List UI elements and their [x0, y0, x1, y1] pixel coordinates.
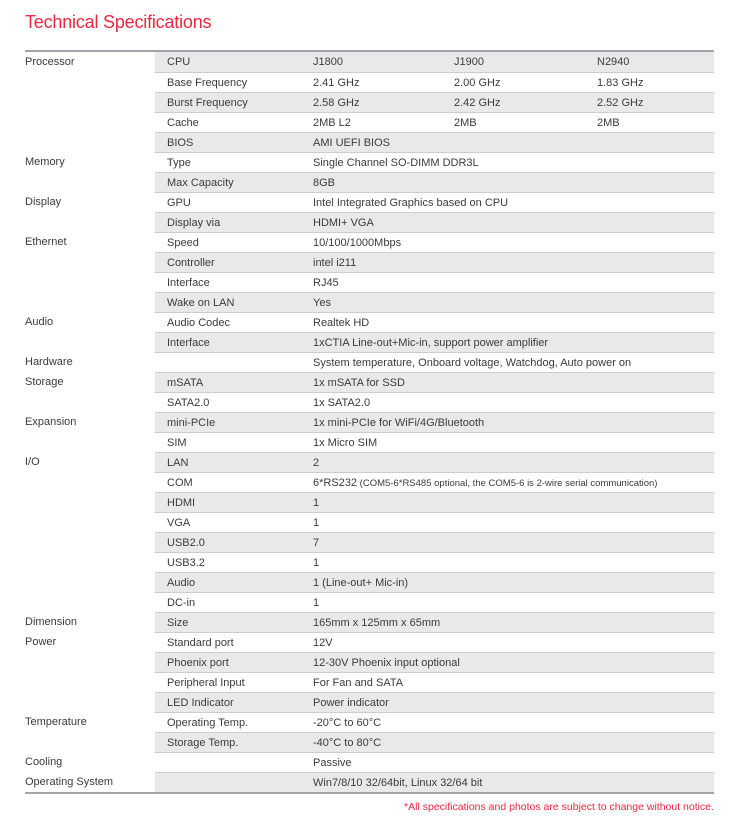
category-cell: Cooling: [25, 752, 155, 772]
spec-value-cell: J1900: [454, 56, 484, 68]
spec-value-cell: -40°C to 80°C: [313, 737, 382, 749]
spec-row: [25, 452, 714, 472]
spec-row-body: [155, 392, 714, 412]
category-cell: [25, 672, 155, 692]
spec-row-body: [155, 432, 714, 452]
spec-row: [25, 712, 714, 732]
spec-value-cell: intel i211: [313, 257, 357, 269]
spec-row-body: [155, 612, 714, 632]
spec-value-cell: RJ45: [313, 277, 339, 289]
category-cell: Audio: [25, 312, 155, 332]
spec-row: [25, 112, 714, 132]
spec-label-cell: VGA: [167, 517, 191, 529]
spec-label-cell: BIOS: [167, 137, 194, 149]
spec-row: [25, 772, 714, 792]
spec-row: [25, 92, 714, 112]
category-cell: [25, 432, 155, 452]
spec-value-cell: Single Channel SO-DIMM DDR3L: [313, 157, 479, 169]
spec-value-cell: 2.42 GHz: [454, 97, 501, 109]
spec-label-cell: CPU: [167, 56, 191, 68]
category-cell: [25, 592, 155, 612]
spec-row-body: [155, 312, 714, 332]
spec-label-cell: SATA2.0: [167, 397, 210, 409]
spec-row-body: [155, 572, 714, 592]
spec-label-cell: SIM: [167, 437, 187, 449]
spec-row-body: [155, 372, 714, 392]
category-cell: Hardware: [25, 352, 155, 372]
spec-value-cell: 2MB: [454, 117, 477, 129]
spec-row-body: [155, 672, 714, 692]
spec-label-cell: Size: [167, 617, 189, 629]
spec-label-cell: HDMI: [167, 497, 196, 509]
spec-row: [25, 192, 714, 212]
spec-row: [25, 212, 714, 232]
spec-row: [25, 612, 714, 632]
category-cell: Temperature: [25, 712, 155, 732]
spec-value-cell: Win7/8/10 32/64bit, Linux 32/64 bit: [313, 777, 483, 789]
category-cell: [25, 92, 155, 112]
category-cell: [25, 472, 155, 492]
category-cell: Storage: [25, 372, 155, 392]
spec-row: [25, 72, 714, 92]
footnote: *All specifications and photos are subject to change without notice.: [404, 801, 714, 813]
spec-row-body: [155, 772, 714, 792]
spec-value-cell: J1800: [313, 56, 343, 68]
spec-row: [25, 472, 714, 492]
spec-label-cell: Display via: [167, 217, 221, 229]
spec-value-cell: -20°C to 60°C: [313, 717, 382, 729]
category-cell: [25, 572, 155, 592]
spec-label-cell: Interface: [167, 277, 210, 289]
spec-row: [25, 572, 714, 592]
category-cell: [25, 112, 155, 132]
category-cell: Ethernet: [25, 232, 155, 252]
spec-row-body: [155, 752, 714, 772]
category-cell: Operating System: [25, 772, 155, 792]
page-title: Technical Specifications: [25, 12, 212, 32]
spec-row-body: [155, 592, 714, 612]
spec-row: [25, 52, 714, 72]
spec-value-cell: System temperature, Onboard voltage, Watchdog, Auto power on: [313, 357, 632, 369]
category-cell: [25, 692, 155, 712]
spec-row: [25, 172, 714, 192]
category-cell: [25, 172, 155, 192]
spec-label-cell: Interface: [167, 337, 210, 349]
spec-row-body: [155, 632, 714, 652]
spec-value-note: (COM5-6*RS485 optional, the COM5-6 is 2-wire serial communication): [357, 478, 658, 489]
spec-row: [25, 292, 714, 312]
spec-label-cell: GPU: [167, 197, 191, 209]
spec-row-body: [155, 412, 714, 432]
spec-row: [25, 732, 714, 752]
spec-value-cell: N2940: [597, 56, 630, 68]
spec-value-cell: 7: [313, 537, 320, 549]
spec-label-cell: Storage Temp.: [167, 737, 239, 749]
spec-row-body: [155, 732, 714, 752]
spec-value-cell: Passive: [313, 757, 352, 769]
category-cell: [25, 132, 155, 152]
spec-row-body: [155, 472, 714, 492]
spec-label-cell: Standard port: [167, 637, 234, 649]
spec-row-body: [155, 132, 714, 152]
category-cell: [25, 292, 155, 312]
spec-row: [25, 492, 714, 512]
spec-row-body: [155, 212, 714, 232]
spec-value-cell: Yes: [313, 297, 331, 309]
spec-label-cell: Phoenix port: [167, 657, 229, 669]
spec-row-body: [155, 552, 714, 572]
spec-row-body: [155, 452, 714, 472]
category-cell: Processor: [25, 52, 155, 72]
spec-row-body: [155, 692, 714, 712]
spec-value-cell: 2: [313, 457, 320, 469]
category-cell: Display: [25, 192, 155, 212]
spec-row: [25, 152, 714, 172]
spec-label-cell: LAN: [167, 457, 189, 469]
spec-value-cell: 165mm x 125mm x 65mm: [313, 617, 441, 629]
spec-row: [25, 692, 714, 712]
spec-label-cell: [155, 353, 301, 372]
spec-row-body: [155, 92, 714, 112]
spec-value-cell: 6*RS232 (COM5-6*RS485 optional, the COM5-6 is 2-wire serial communication): [313, 477, 658, 489]
spec-value-cell: 1: [313, 497, 320, 509]
spec-row: [25, 632, 714, 652]
spec-label-cell: DC-in: [167, 597, 196, 609]
spec-value-cell: 1: [313, 557, 320, 569]
category-cell: Power: [25, 632, 155, 652]
category-cell: [25, 392, 155, 412]
spec-label-cell: mSATA: [167, 377, 204, 389]
category-cell: Dimension: [25, 612, 155, 632]
spec-value-cell: 2.41 GHz: [313, 77, 360, 89]
spec-row: [25, 412, 714, 432]
spec-row-body: [155, 252, 714, 272]
category-cell: [25, 732, 155, 752]
spec-row-body: [155, 232, 714, 252]
spec-row: [25, 652, 714, 672]
spec-row: [25, 332, 714, 352]
spec-value-cell: 1x mSATA for SSD: [313, 377, 405, 389]
category-cell: [25, 652, 155, 672]
spec-row: [25, 252, 714, 272]
spec-value-cell: AMI UEFI BIOS: [313, 137, 391, 149]
spec-value-cell: 1: [313, 597, 320, 609]
category-cell: [25, 252, 155, 272]
spec-label-cell: Speed: [167, 237, 199, 249]
category-cell: Memory: [25, 152, 155, 172]
spec-value-cell: 2.00 GHz: [454, 77, 501, 89]
category-cell: [25, 512, 155, 532]
spec-value-cell: Realtek HD: [313, 317, 370, 329]
spec-row: [25, 532, 714, 552]
spec-row: [25, 392, 714, 412]
spec-label-cell: LED Indicator: [167, 697, 234, 709]
spec-row-body: [155, 652, 714, 672]
spec-row: [25, 312, 714, 332]
spec-row: [25, 672, 714, 692]
spec-row-body: [155, 192, 714, 212]
spec-value-cell: 12-30V Phoenix input optional: [313, 657, 460, 669]
spec-row-body: [155, 352, 714, 372]
spec-label-cell: Audio Codec: [167, 317, 230, 329]
spec-row: [25, 592, 714, 612]
spec-row-body: [155, 72, 714, 92]
spec-value-cell: 2.52 GHz: [597, 97, 644, 109]
spec-label-cell: Controller: [167, 257, 215, 269]
spec-value-cell: 2MB L2: [313, 117, 351, 129]
spec-value-cell: Intel Integrated Graphics based on CPU: [313, 197, 509, 209]
category-cell: [25, 492, 155, 512]
spec-label-cell: COM: [167, 477, 193, 489]
category-cell: [25, 532, 155, 552]
spec-row-body: [155, 512, 714, 532]
spec-label-cell: Wake on LAN: [167, 297, 235, 309]
spec-label-cell: USB2.0: [167, 537, 205, 549]
spec-value-cell: 1x Micro SIM: [313, 437, 378, 449]
spec-value-cell: Power indicator: [313, 697, 389, 709]
category-cell: I/O: [25, 452, 155, 472]
spec-table: [25, 50, 714, 794]
spec-row: [25, 512, 714, 532]
category-cell: [25, 552, 155, 572]
spec-value-cell: 1: [313, 517, 320, 529]
category-cell: [25, 272, 155, 292]
spec-row-body: [155, 272, 714, 292]
spec-value-cell: 10/100/1000Mbps: [313, 237, 402, 249]
spec-label-cell: Peripheral Input: [167, 677, 245, 689]
spec-value-cell: 1x mini-PCIe for WiFi/4G/Bluetooth: [313, 417, 485, 429]
spec-value-cell: 8GB: [313, 177, 336, 189]
spec-row: [25, 352, 714, 372]
spec-row: [25, 372, 714, 392]
spec-label-cell: Burst Frequency: [167, 97, 248, 109]
spec-label-cell: USB3.2: [167, 557, 205, 569]
spec-row-body: [155, 532, 714, 552]
spec-row-body: [155, 712, 714, 732]
spec-label-cell: Operating Temp.: [167, 717, 249, 729]
spec-row: [25, 552, 714, 572]
spec-value-cell: 12V: [313, 637, 333, 649]
spec-label-cell: Max Capacity: [167, 177, 234, 189]
spec-row-body: [155, 152, 714, 172]
spec-row: [25, 272, 714, 292]
spec-value-cell: 1xCTIA Line-out+Mic-in, support power amplifier: [313, 337, 549, 349]
spec-row-body: [155, 292, 714, 312]
spec-value-cell: 2.58 GHz: [313, 97, 360, 109]
category-cell: [25, 332, 155, 352]
spec-label-cell: Base Frequency: [167, 77, 248, 89]
spec-label-cell: [155, 753, 301, 772]
category-cell: [25, 212, 155, 232]
spec-row-body: [155, 172, 714, 192]
spec-label-cell: [155, 773, 301, 792]
spec-label-cell: Type: [167, 157, 191, 169]
spec-value-cell: 1x SATA2.0: [313, 397, 371, 409]
spec-value-cell: HDMI+ VGA: [313, 217, 374, 229]
spec-value-cell: For Fan and SATA: [313, 677, 404, 689]
spec-row-body: [155, 52, 714, 72]
spec-value-cell: 1.83 GHz: [597, 77, 644, 89]
spec-label-cell: mini-PCIe: [167, 417, 216, 429]
spec-row: [25, 232, 714, 252]
spec-row: [25, 132, 714, 152]
spec-label-cell: Audio: [167, 577, 196, 589]
spec-row-body: [155, 332, 714, 352]
spec-row: [25, 752, 714, 772]
spec-row: [25, 432, 714, 452]
category-cell: [25, 72, 155, 92]
spec-label-cell: Cache: [167, 117, 199, 129]
spec-row-body: [155, 492, 714, 512]
spec-value-cell: 2MB: [597, 117, 620, 129]
category-cell: Expansion: [25, 412, 155, 432]
spec-value-cell: 1 (Line-out+ Mic-in): [313, 577, 409, 589]
spec-row-body: [155, 112, 714, 132]
